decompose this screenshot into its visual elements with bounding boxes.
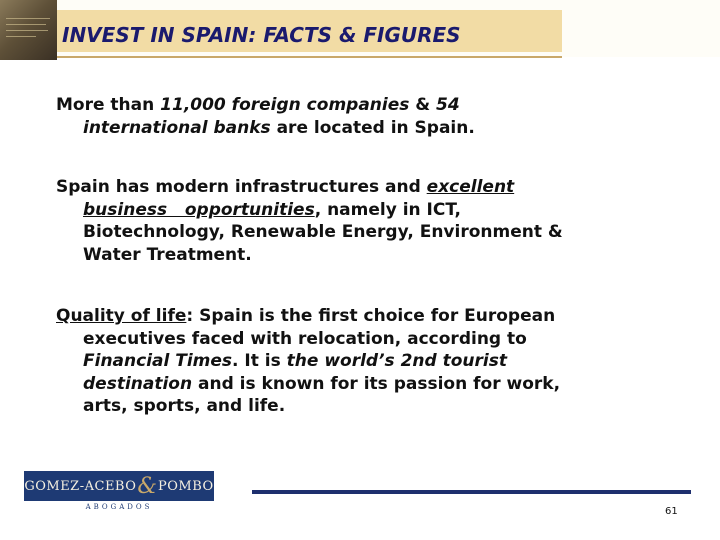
- text-run: , namely in ICT,: [314, 199, 461, 220]
- page-number: 61: [665, 506, 678, 517]
- logo-subtitle: ABOGADOS: [85, 503, 153, 511]
- paragraph-line: [56, 199, 696, 222]
- paragraph-line: Water Treatment.: [83, 244, 252, 265]
- paragraph-line: [56, 176, 696, 199]
- text-run: &: [409, 95, 437, 115]
- paragraph-line: [56, 94, 696, 117]
- paragraph-line: executives faced with relocation, according to: [83, 328, 527, 349]
- emphasis-text: 54: [436, 95, 460, 115]
- emphasis-text: destination: [83, 373, 193, 394]
- emphasis-text: Quality of life: [56, 306, 187, 326]
- text-run: . It is: [232, 351, 287, 371]
- logo-name-left: GOMEZ-ACEBO: [24, 478, 137, 494]
- emphasis-text: 11,000 foreign companies: [160, 95, 410, 115]
- paragraph-line: [56, 350, 696, 373]
- emphasis-text: the world’s 2nd tourist: [286, 351, 507, 371]
- paragraph-foreign-companies: [56, 94, 696, 139]
- paragraph-line: [56, 373, 696, 396]
- text-run: More than: [56, 95, 161, 115]
- paragraph-line: [56, 117, 696, 140]
- text-run: are located in Spain.: [270, 117, 475, 138]
- paragraph-quality-of-life: [56, 305, 696, 418]
- paragraph-infrastructures: [56, 176, 696, 266]
- text-run: Spain has modern infrastructures and: [56, 177, 427, 197]
- emphasis-text: international banks: [83, 117, 271, 138]
- paragraph-line: arts, sports, and life.: [83, 396, 286, 416]
- text-run: : Spain is the first choice for European: [186, 306, 556, 326]
- top-emblem-image: [0, 0, 57, 60]
- logo-ampersand: &: [137, 473, 157, 499]
- logo-name-right: POMBO: [157, 478, 214, 494]
- paragraph-line: Biotechnology, Renewable Energy, Environment &: [83, 222, 563, 242]
- emphasis-text: business opportunities: [83, 199, 315, 220]
- footer-rule: [252, 490, 691, 494]
- slide-title: INVEST IN SPAIN: FACTS & FIGURES: [62, 23, 461, 47]
- title-underline: [57, 56, 562, 58]
- company-logo: [24, 471, 214, 501]
- text-run: and is known for its passion for work,: [192, 373, 561, 394]
- emphasis-text: Financial Times: [83, 351, 233, 371]
- emphasis-text: excellent: [426, 177, 515, 197]
- paragraph-line: [56, 305, 696, 328]
